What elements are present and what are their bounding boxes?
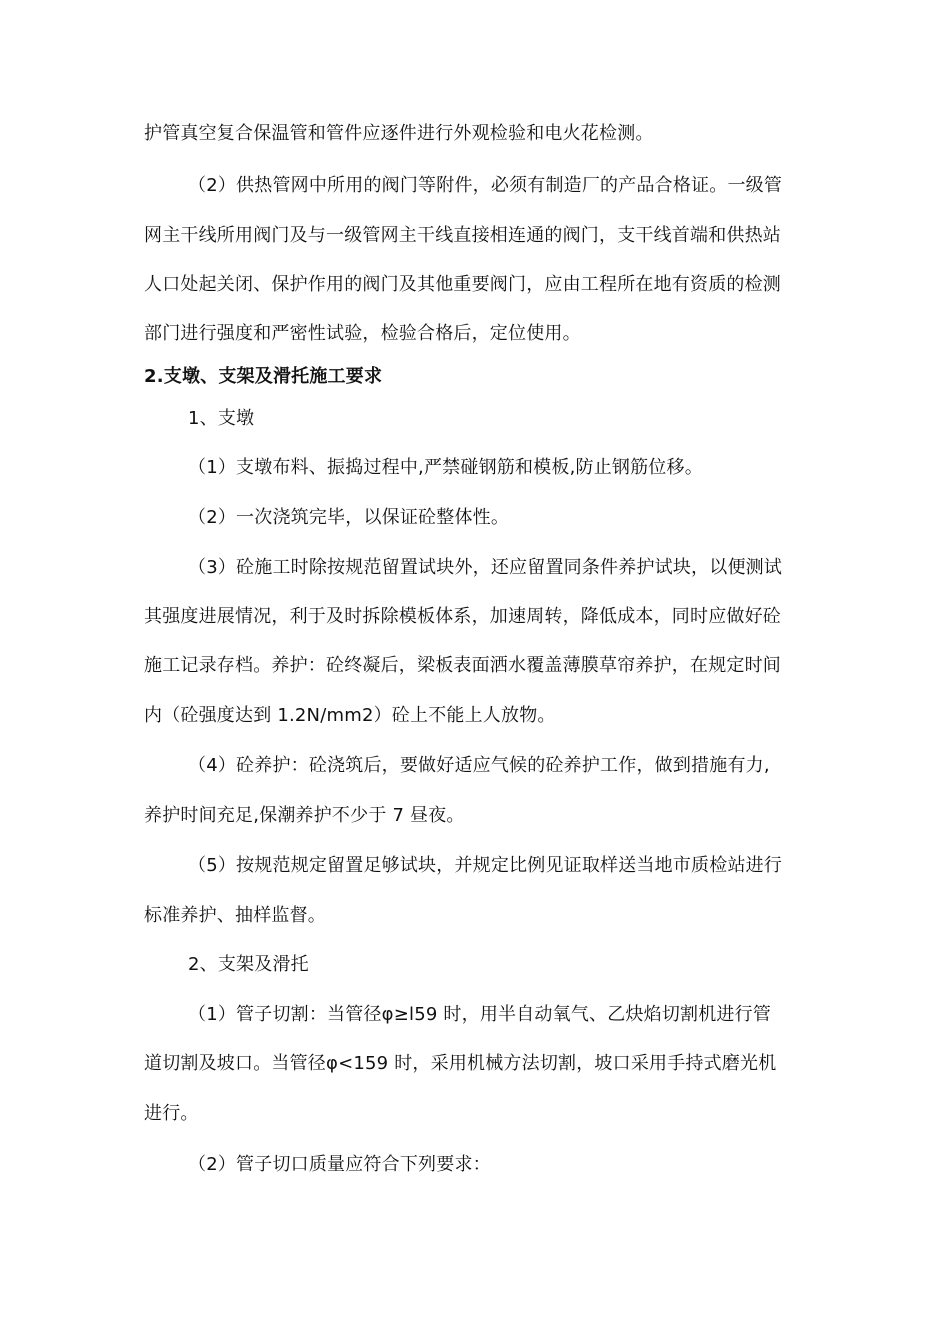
paragraph-line-13: 养护时间充足,保潮养护不少于 7 昼夜。: [144, 805, 465, 826]
paragraph-line-10: 施工记录存档。养护：砼终凝后，梁板表面洒水覆盖薄膜草帘养护，在规定时间: [144, 655, 781, 676]
paragraph-line-11: 内（砼强度达到 1.2N/mm2）砼上不能上人放物。: [144, 705, 556, 726]
paragraph-line-4: 人口处起关闭、保护作用的阀门及其他重要阀门，应由工程所在地有资质的检测: [144, 274, 781, 295]
paragraph-line-2: （2）供热管网中所用的阀门等附件，必须有制造厂的产品合格证。一级管: [188, 175, 783, 196]
paragraph-line-1: 护管真空复合保温管和管件应逐件进行外观检验和电火花检测。: [144, 123, 654, 144]
subsection-heading-2: 2、支架及滑托: [188, 954, 309, 975]
paragraph-line-8: （3）砼施工时除按规范留置试块外，还应留置同条件养护试块，以便测试: [188, 557, 783, 578]
paragraph-line-18: 进行。: [144, 1103, 199, 1124]
subsection-heading-1: 1、支墩: [188, 408, 255, 429]
paragraph-line-6: （1）支墩布料、振捣过程中,严禁碰钢筋和模板,防止钢筋位移。: [188, 457, 703, 478]
paragraph-line-9: 其强度进展情况，利于及时拆除模板体系，加速周转，降低成本，同时应做好砼: [144, 606, 781, 627]
paragraph-line-3: 网主干线所用阀门及与一级管网主干线直接相连通的阀门，支干线首端和供热站: [144, 225, 781, 246]
paragraph-line-19: （2）管子切口质量应符合下列要求：: [188, 1154, 491, 1175]
paragraph-line-17: 道切割及坡口。当管径φ<159 时，采用机械方法切割，坡口采用手持式磨光机: [144, 1053, 777, 1074]
paragraph-line-16: （1）管子切割：当管径φ≥l59 时，用半自动氧气、乙炔焰切割机进行管: [188, 1004, 772, 1025]
section-heading: 2.支墩、支架及滑托施工要求: [144, 366, 383, 387]
paragraph-line-15: 标准养护、抽样监督。: [144, 905, 326, 926]
paragraph-line-12: （4）砼养护：砼浇筑后，要做好适应气候的砼养护工作，做到措施有力,: [188, 755, 770, 776]
paragraph-line-7: （2）一次浇筑完毕，以保证砼整体性。: [188, 507, 510, 528]
paragraph-line-14: （5）按规范规定留置足够试块，并规定比例见证取样送当地市质检站进行: [188, 855, 783, 876]
paragraph-line-5: 部门进行强度和严密性试验，检验合格后，定位使用。: [144, 323, 581, 344]
